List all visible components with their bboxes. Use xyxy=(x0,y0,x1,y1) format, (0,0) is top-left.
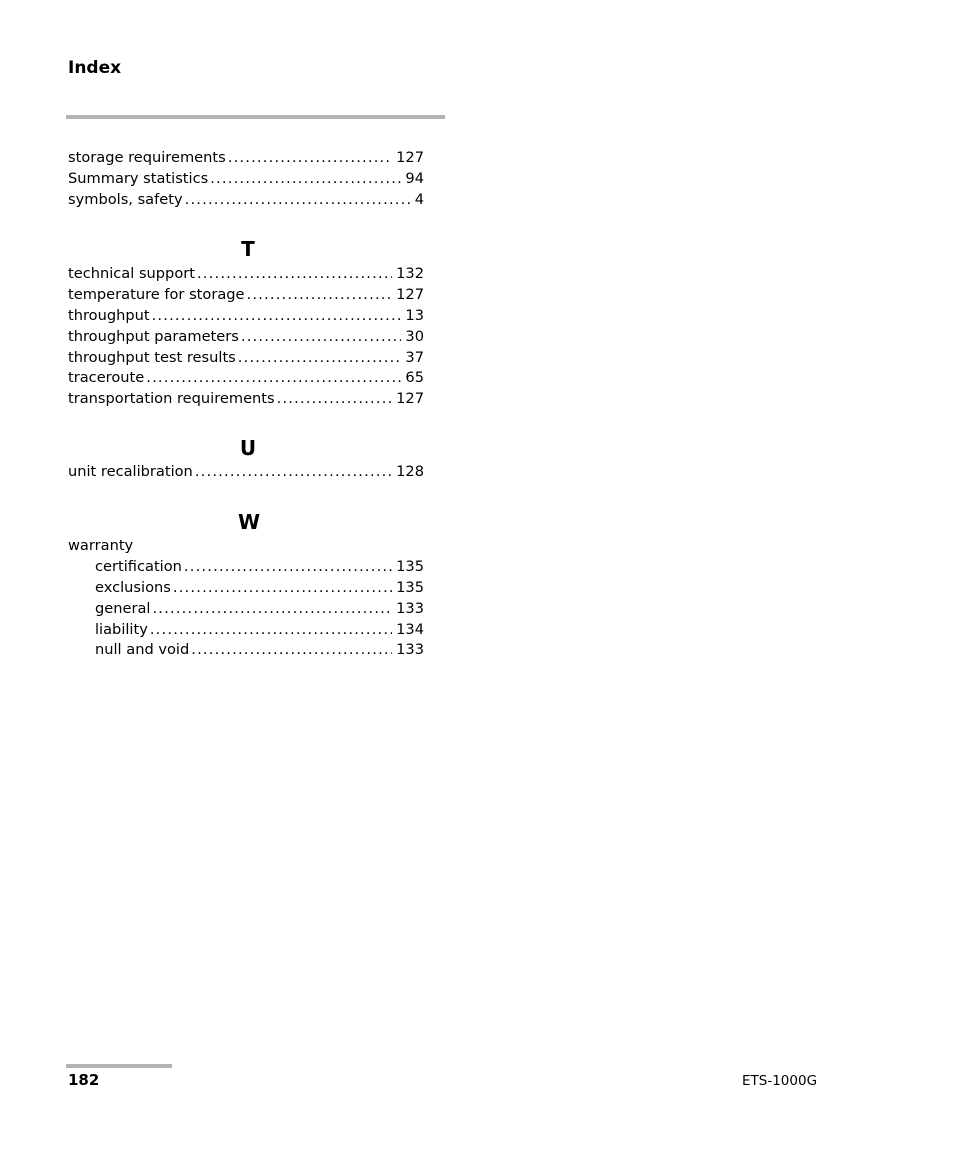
section-letter-t: T xyxy=(241,237,255,261)
leader-dots xyxy=(184,557,392,578)
index-page-number: 135 xyxy=(396,578,424,596)
index-subentry xyxy=(68,578,424,599)
index-page-number: 128 xyxy=(396,463,424,480)
leader-dots xyxy=(247,285,393,306)
index-term: null and void xyxy=(95,641,190,659)
index-page-number: 30 xyxy=(405,327,424,345)
index-page-number: 13 xyxy=(405,306,424,324)
section-letter-u: U xyxy=(239,436,257,460)
leader-dots xyxy=(238,348,402,369)
index-term: symbols, safety xyxy=(68,190,183,208)
leader-dots xyxy=(173,578,392,599)
index-term: throughput parameters xyxy=(68,327,239,345)
leader-dots xyxy=(197,264,392,285)
index-term: traceroute xyxy=(68,369,145,387)
index-page-number: 133 xyxy=(396,641,424,659)
page-header-title: Index xyxy=(68,58,122,78)
index-page-number: 4 xyxy=(414,190,424,208)
index-entry xyxy=(68,368,424,389)
index-subentry xyxy=(68,557,424,578)
index-term: storage requirements xyxy=(68,149,226,166)
leader-dots xyxy=(150,620,392,641)
index-entry xyxy=(68,462,424,483)
index-page-number: 134 xyxy=(396,620,424,638)
leader-dots xyxy=(191,640,392,661)
leader-dots xyxy=(195,462,392,483)
index-entry xyxy=(68,285,424,306)
index-page-number: 127 xyxy=(396,149,424,166)
leader-dots xyxy=(152,599,392,620)
index-entry xyxy=(68,389,424,410)
index-page-number: 132 xyxy=(396,265,424,282)
leader-dots xyxy=(210,169,401,190)
index-page-number: 133 xyxy=(396,599,424,617)
index-page-number: 127 xyxy=(396,285,424,303)
leader-dots xyxy=(146,368,401,389)
leader-dots xyxy=(228,148,392,169)
footer-page-number: 182 xyxy=(68,1071,100,1089)
index-entry xyxy=(68,264,424,285)
index-term: transportation requirements xyxy=(68,390,275,408)
index-section-t xyxy=(68,264,424,410)
index-term: certification xyxy=(95,557,182,575)
index-entry xyxy=(68,327,424,348)
index-entry xyxy=(68,190,424,211)
index-page-number: 65 xyxy=(405,369,424,387)
section-letter-w: W xyxy=(238,510,261,534)
index-term: warranty xyxy=(68,537,134,554)
leader-dots xyxy=(152,306,402,327)
index-term: Summary statistics xyxy=(68,169,209,187)
index-term: temperature for storage xyxy=(68,285,245,303)
index-term: liability xyxy=(95,620,148,638)
footer-product-name: ETS-1000G xyxy=(742,1073,818,1089)
leader-dots xyxy=(241,327,402,348)
index-page-number: 37 xyxy=(405,348,424,366)
header-divider xyxy=(66,115,445,119)
index-subentry xyxy=(68,640,424,661)
index-section-u xyxy=(68,462,424,483)
index-main-term xyxy=(68,536,424,557)
index-subentry xyxy=(68,599,424,620)
index-term: exclusions xyxy=(95,578,171,596)
index-term: throughput xyxy=(68,306,150,324)
index-term: general xyxy=(95,599,151,617)
index-subentry xyxy=(68,620,424,641)
index-section-s xyxy=(68,148,424,211)
leader-dots xyxy=(185,190,411,211)
index-term: unit recalibration xyxy=(68,463,193,480)
index-entry xyxy=(68,169,424,190)
index-entry xyxy=(68,348,424,369)
index-section-w xyxy=(68,536,424,661)
index-term: throughput test results xyxy=(68,348,236,366)
index-term: technical support xyxy=(68,265,195,282)
index-entry xyxy=(68,148,424,169)
index-page-number: 135 xyxy=(396,557,424,575)
index-page-number: 94 xyxy=(405,169,424,187)
index-entry xyxy=(68,306,424,327)
index-page-number: 127 xyxy=(396,390,424,408)
footer-divider xyxy=(66,1064,172,1068)
leader-dots xyxy=(277,389,393,410)
